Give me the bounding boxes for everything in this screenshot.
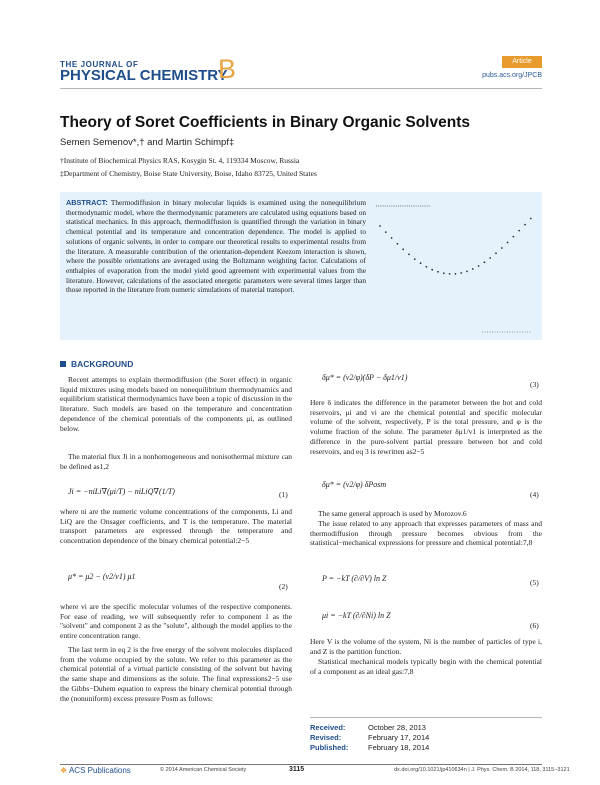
journal-url-link[interactable]: pubs.acs.org/JPCB xyxy=(482,72,542,79)
paragraph: Statistical mechanical models typically begin with the chemical potential of a component as an ideal gas:7,8 xyxy=(310,657,542,676)
equation-2: μ* = μ2 − (v2/v1) μ1 xyxy=(68,572,136,581)
toc-point xyxy=(437,271,439,273)
toc-point xyxy=(443,272,445,274)
toc-point xyxy=(408,254,410,256)
author-list: Semen Semenov*,† and Martin Schimpf‡ xyxy=(60,137,235,148)
equation-4: δμ* = (v2/φ) δPosm xyxy=(322,480,387,489)
right-col-para-3 xyxy=(310,519,542,548)
date-published: Published: February 18, 2014 xyxy=(310,743,430,752)
equation-6: μi = −kT (∂/∂Ni) ln Z xyxy=(322,611,391,620)
left-col-para-4 xyxy=(60,602,292,641)
toc-graphic xyxy=(372,196,536,336)
paragraph: Recent attempts to explain thermodiffusion (the Soret effect) in organic liquid mixtures using models based on nonequilibrium thermodynamics and equilibrium statistical thermodynamics have been a topic of discussion in the literature. Such models are based on the temperature and concentration dependence of the chemical potentials of the components μi, as outlined below. xyxy=(60,375,292,433)
toc-point xyxy=(472,268,474,270)
toc-point xyxy=(397,243,399,245)
paragraph: Here V is the volume of the system, Ni is the number of particles of type i, and Z is the partition function. xyxy=(310,637,542,656)
toc-point xyxy=(507,242,509,244)
toc-point xyxy=(420,262,422,264)
affiliation-2: ‡Department of Chemistry, Boise State University, Boise, Idaho 83725, United States xyxy=(60,169,317,178)
right-col-para-5 xyxy=(310,657,542,676)
toc-point xyxy=(466,271,468,273)
left-col-para-2 xyxy=(60,452,292,471)
toc-point xyxy=(518,230,520,232)
toc-point xyxy=(478,265,480,267)
copyright: © 2014 American Chemical Society xyxy=(160,767,247,773)
equation-2-number: (2) xyxy=(279,582,288,591)
paragraph: where ni are the numeric volume concentrations of the components, Li and LiQ are the Onsager coefficients, and T is the temperature. The material transport parameters are expressed through the temperature and concentration dependence of the binary chemical potential:2−5 xyxy=(60,507,292,546)
equation-1: Ji = −niLi∇(μi/T) − niLiQ∇(1/T) xyxy=(68,487,175,496)
right-col-para-1 xyxy=(310,398,542,456)
section-title: BACKGROUND xyxy=(71,359,134,369)
right-col-para-4 xyxy=(310,637,542,656)
toc-point xyxy=(391,237,393,239)
toc-point xyxy=(495,252,497,254)
toc-point xyxy=(489,257,491,259)
equation-4-number: (4) xyxy=(530,490,539,499)
journal-line1: THE JOURNAL OF xyxy=(60,60,139,69)
left-col-para-3 xyxy=(60,507,292,546)
toc-point xyxy=(379,225,381,227)
journal-letter: B xyxy=(218,54,237,84)
paragraph: Here δ indicates the difference in the parameter between the hot and cold reservoirs, μi and vi are the chemical potential and specific molecular volume of the solvent, respectively, P is the total pressure, and φ is the volume fraction of the solute. The parameter δμ1/v1 is interpreted as the difference in the pure-solvent partial pressure between hot and cold reservoirs, and eq 3 is rewritten as2−5 xyxy=(310,398,542,456)
article-type-badge: Article xyxy=(502,56,542,68)
equation-6-number: (6) xyxy=(530,621,539,630)
abstract-box xyxy=(60,192,542,340)
toc-point xyxy=(530,218,532,220)
paragraph: The last term in eq 2 is the free energy of the solvent molecules displaced from the volume occupied by the solute. We refer to this parameter as the chemical potential of a virtual particle consisting of the solvent but having the same shape and dimensions as the solute. The final expressions2−5 use the Gibbs−Duhem equation to express the binary chemical potential through the (nonuniform) excess pressure Posm as follows: xyxy=(60,645,292,703)
paper-title: Theory of Soret Coefficients in Binary Organic Solvents xyxy=(60,114,470,131)
publication-dates xyxy=(310,723,429,753)
page-number: 3115 xyxy=(289,766,305,773)
dates-divider xyxy=(310,717,542,718)
equation-5-number: (5) xyxy=(530,578,539,587)
affiliation-1: †Institute of Biochemical Physics RAS, Kosygin St. 4, 119334 Moscow, Russia xyxy=(60,156,300,165)
toc-point xyxy=(524,224,526,226)
journal-name: PHYSICAL CHEMISTRY xyxy=(60,67,228,84)
date-revised: Revised: February 17, 2014 xyxy=(310,733,430,742)
equation-3-number: (3) xyxy=(530,380,539,389)
toc-point xyxy=(501,247,503,249)
toc-point xyxy=(455,273,457,275)
header-divider xyxy=(60,88,542,89)
section-marker-icon xyxy=(60,361,66,367)
abstract-label: ABSTRACT: xyxy=(66,198,108,207)
section-heading xyxy=(60,359,133,369)
doi-citation[interactable]: dx.doi.org/10.1021/jp410634n | J. Phys. Chem. B 2014, 118, 3115−3121 xyxy=(394,767,570,773)
equation-1-number: (1) xyxy=(279,490,288,499)
toc-point xyxy=(385,231,387,233)
toc-point xyxy=(431,269,433,271)
toc-point xyxy=(426,266,428,268)
toc-point xyxy=(449,273,451,275)
toc-point xyxy=(402,248,404,250)
paragraph: where vi are the specific molecular volumes of the respective components. For ease of reading, we will subsequently refer to component 1 as the "solvent" and component 2 as the "solute", although the model applies to the entire concentration range. xyxy=(60,602,292,641)
date-received: Received: October 28, 2013 xyxy=(310,723,426,732)
toc-point xyxy=(513,236,515,238)
toc-point xyxy=(414,258,416,260)
footer-divider xyxy=(60,764,542,765)
paragraph: The same general approach is used by Morozov.6 xyxy=(318,509,467,518)
paragraph: The issue related to any approach that expresses parameters of mass and thermodiffusion through pressure becomes obvious from the statistical−mechanical expressions for pressure and chemical potential:7,8 xyxy=(310,519,542,548)
toc-point xyxy=(484,261,486,263)
equation-3: δμ* = (v2/φ)(δP − δμ1/v1) xyxy=(322,373,408,382)
equation-5: P = −kT (∂/∂V) ln Z xyxy=(322,574,387,583)
toc-point xyxy=(460,272,462,274)
left-col-para-5 xyxy=(60,645,292,703)
right-col-para-2 xyxy=(310,509,542,519)
abstract-text xyxy=(66,198,366,295)
abstract-body: Thermodiffusion in binary molecular liquids is examined using the nonequilibrium thermodynamic model, where the thermodynamic parameters are calculated using equations based on statistical mechanics. In this approach, thermodiffusion is quantified through the variation in binary chemical potential and its temperature and concentration dependence. The model is applied to solutions of organic solvents, in order to compare our theoretical results to experimental results from the literature. A measurable contribution of the orientation-dependent Keezom interaction is shown, where the possible orientations are averaged using the Boltzmann weighting factor. Calculations of enthalpies of evaporation from the model yield good agreement with experimental values from the literature. However, calculations of the associated energetic parameters were several times larger than those reported in the literature from numeric simulations of material transport. xyxy=(66,198,366,295)
acs-logo-icon: ❖ xyxy=(60,766,68,775)
left-col-para-1 xyxy=(60,375,292,433)
acs-publications-logo: ❖ ACS Publications xyxy=(60,766,131,775)
paragraph: The material flux Ji in a nonhomogeneous and nonisothermal mixture can be defined as1,2 xyxy=(60,452,292,471)
toc-data-points xyxy=(379,218,532,275)
